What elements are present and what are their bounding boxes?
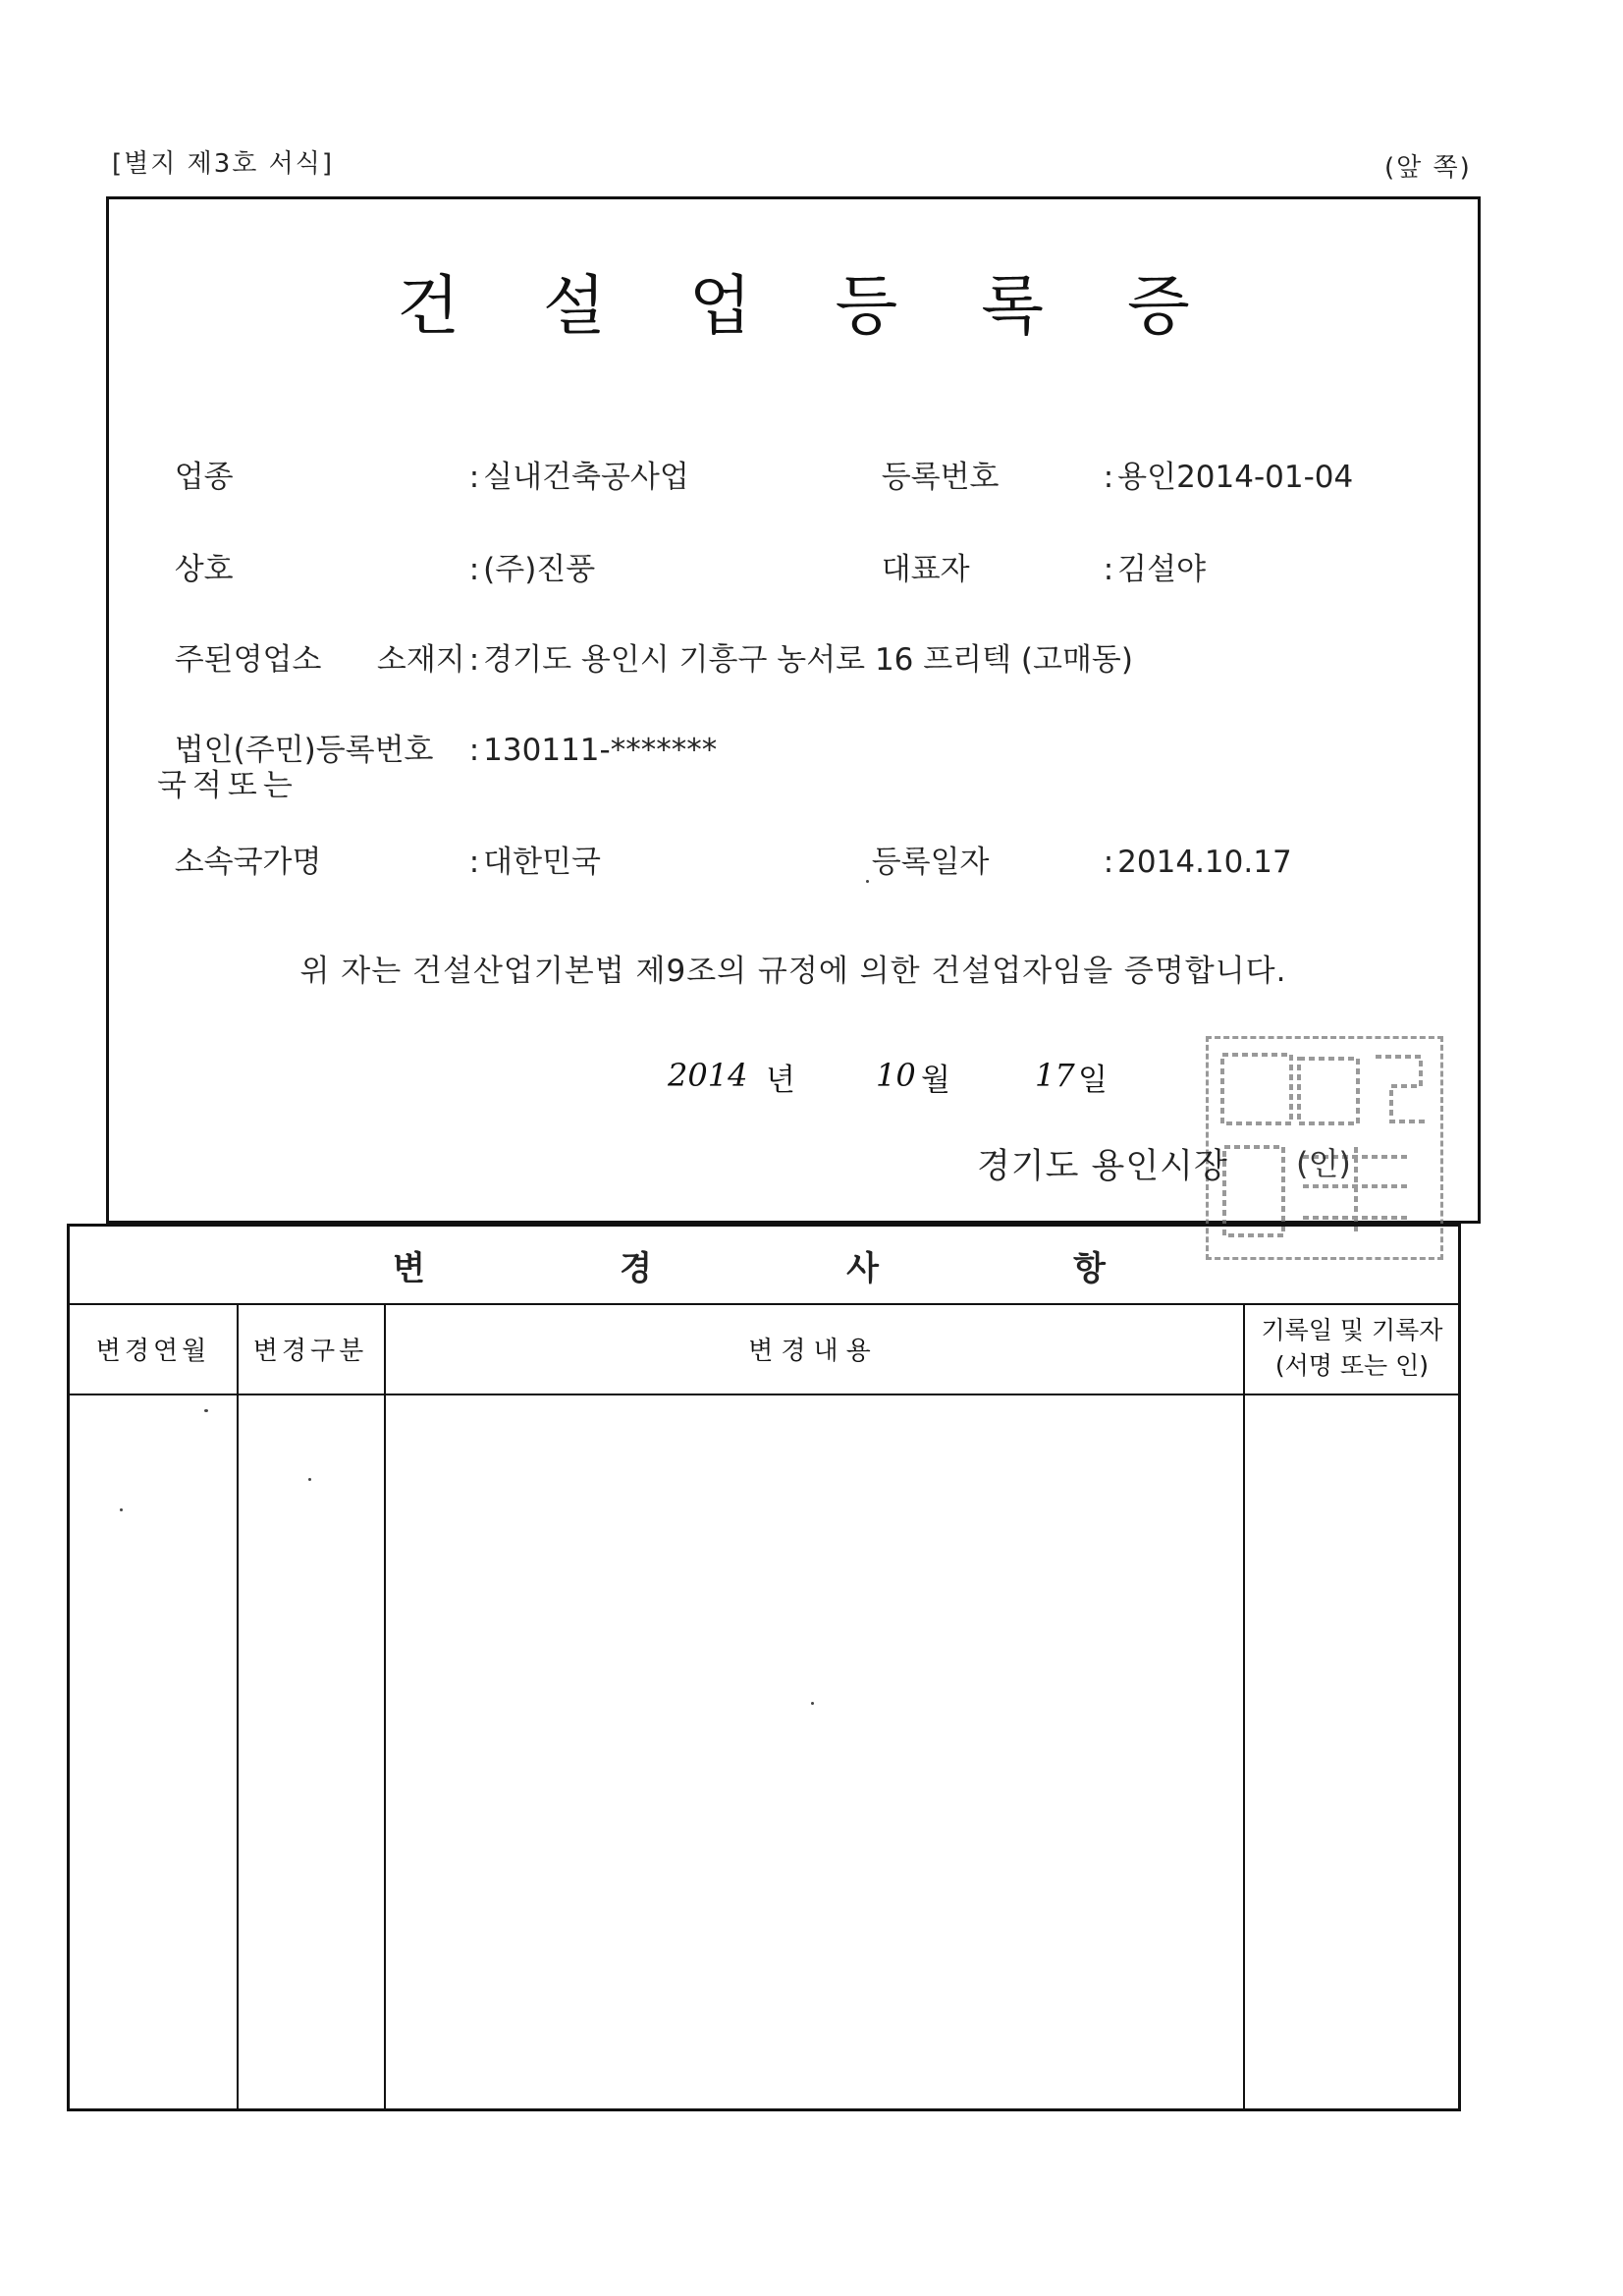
col-change-date: 변경연월 <box>95 1336 211 1366</box>
business-type-row: 업종 : 실내건축공사업 <box>155 416 689 496</box>
registration-date-row: 등록일자 : 2014.10.17 <box>852 801 1292 881</box>
column-divider <box>384 1303 386 2108</box>
scan-speck <box>811 1702 814 1705</box>
changes-title-char-4: 항 <box>1073 1248 1106 1288</box>
scan-speck <box>204 1409 208 1412</box>
seal-mark: (인) <box>1296 1145 1351 1182</box>
header-divider <box>70 1394 1458 1395</box>
trade-name-value: (주)진풍 <box>483 552 596 587</box>
address-row: 주된영업소 소재지 : 경기도 용인시 기흥구 농서로 16 프리텍 (고매동) <box>155 599 1133 679</box>
registration-date-label: 등록일자 <box>871 845 990 880</box>
document-title: 건 설 업 등 록 증 <box>397 268 1190 344</box>
changes-title-char-2: 경 <box>620 1248 652 1288</box>
business-type-value: 실내건축공사업 <box>483 460 689 495</box>
registration-date-value: 2014.10.17 <box>1117 845 1292 880</box>
certification-statement: 위 자는 건설산업기본법 제9조의 규정에 의한 건설업자임을 증명합니다. <box>299 954 1287 989</box>
col-change-type: 변경구분 <box>252 1336 368 1366</box>
nationality-label-line1: 국적또는 <box>157 768 298 803</box>
registration-number-value: 용인2014-01-04 <box>1117 460 1354 495</box>
changes-table <box>67 1224 1461 2111</box>
address-label: 주된영업소 소재지 <box>174 642 465 678</box>
trade-name-row: 상호 : (주)진풍 <box>155 509 595 588</box>
issue-month: 10 <box>876 1057 916 1094</box>
corp-reg-label: 법인(주민)등록번호 <box>174 733 434 768</box>
col-record-info: 기록일 및 기록자 (서명 또는 인) <box>1261 1316 1443 1380</box>
nationality-row: 소속국가명 : 대한민국 <box>155 801 601 881</box>
column-divider <box>1243 1303 1245 2108</box>
changes-table-title <box>70 1227 1458 1305</box>
nationality-value: 대한민국 <box>483 845 601 880</box>
changes-title-char-3: 사 <box>846 1248 879 1288</box>
issue-year: 2014 <box>668 1057 748 1094</box>
page-side-label: (앞 쪽) <box>1384 153 1472 183</box>
changes-title-char-1: 변 <box>393 1248 425 1288</box>
representative-row: 대표자 : 김설야 <box>862 509 1206 588</box>
issuer-name: 경기도 용인시장 <box>977 1147 1228 1186</box>
scan-speck <box>308 1478 311 1481</box>
corp-reg-row: 법인(주민)등록번호 : 130111-******* <box>155 689 717 769</box>
col-change-content: 변경내용 <box>748 1336 879 1366</box>
registration-number-row: 등록번호 : 용인2014-01-04 <box>862 416 1353 496</box>
month-unit: 월 <box>921 1063 950 1098</box>
representative-label: 대표자 <box>881 552 970 587</box>
representative-value: 김설야 <box>1117 552 1207 587</box>
issue-day: 17 <box>1035 1057 1075 1094</box>
form-number-label: [별지 제3호 서식] <box>112 149 335 179</box>
address-value: 경기도 용인시 기흥구 농서로 16 프리텍 (고매동) <box>483 642 1133 678</box>
trade-name-label: 상호 <box>174 552 234 587</box>
business-type-label: 업종 <box>174 460 234 495</box>
day-unit: 일 <box>1078 1063 1108 1098</box>
nationality-label: 소속국가명 <box>174 845 322 880</box>
year-unit: 년 <box>766 1063 795 1098</box>
scan-speck <box>120 1508 123 1511</box>
registration-number-label: 등록번호 <box>881 460 1000 495</box>
corp-reg-value: 130111-******* <box>483 733 718 768</box>
column-divider <box>237 1303 239 2108</box>
scan-speck <box>866 880 869 883</box>
